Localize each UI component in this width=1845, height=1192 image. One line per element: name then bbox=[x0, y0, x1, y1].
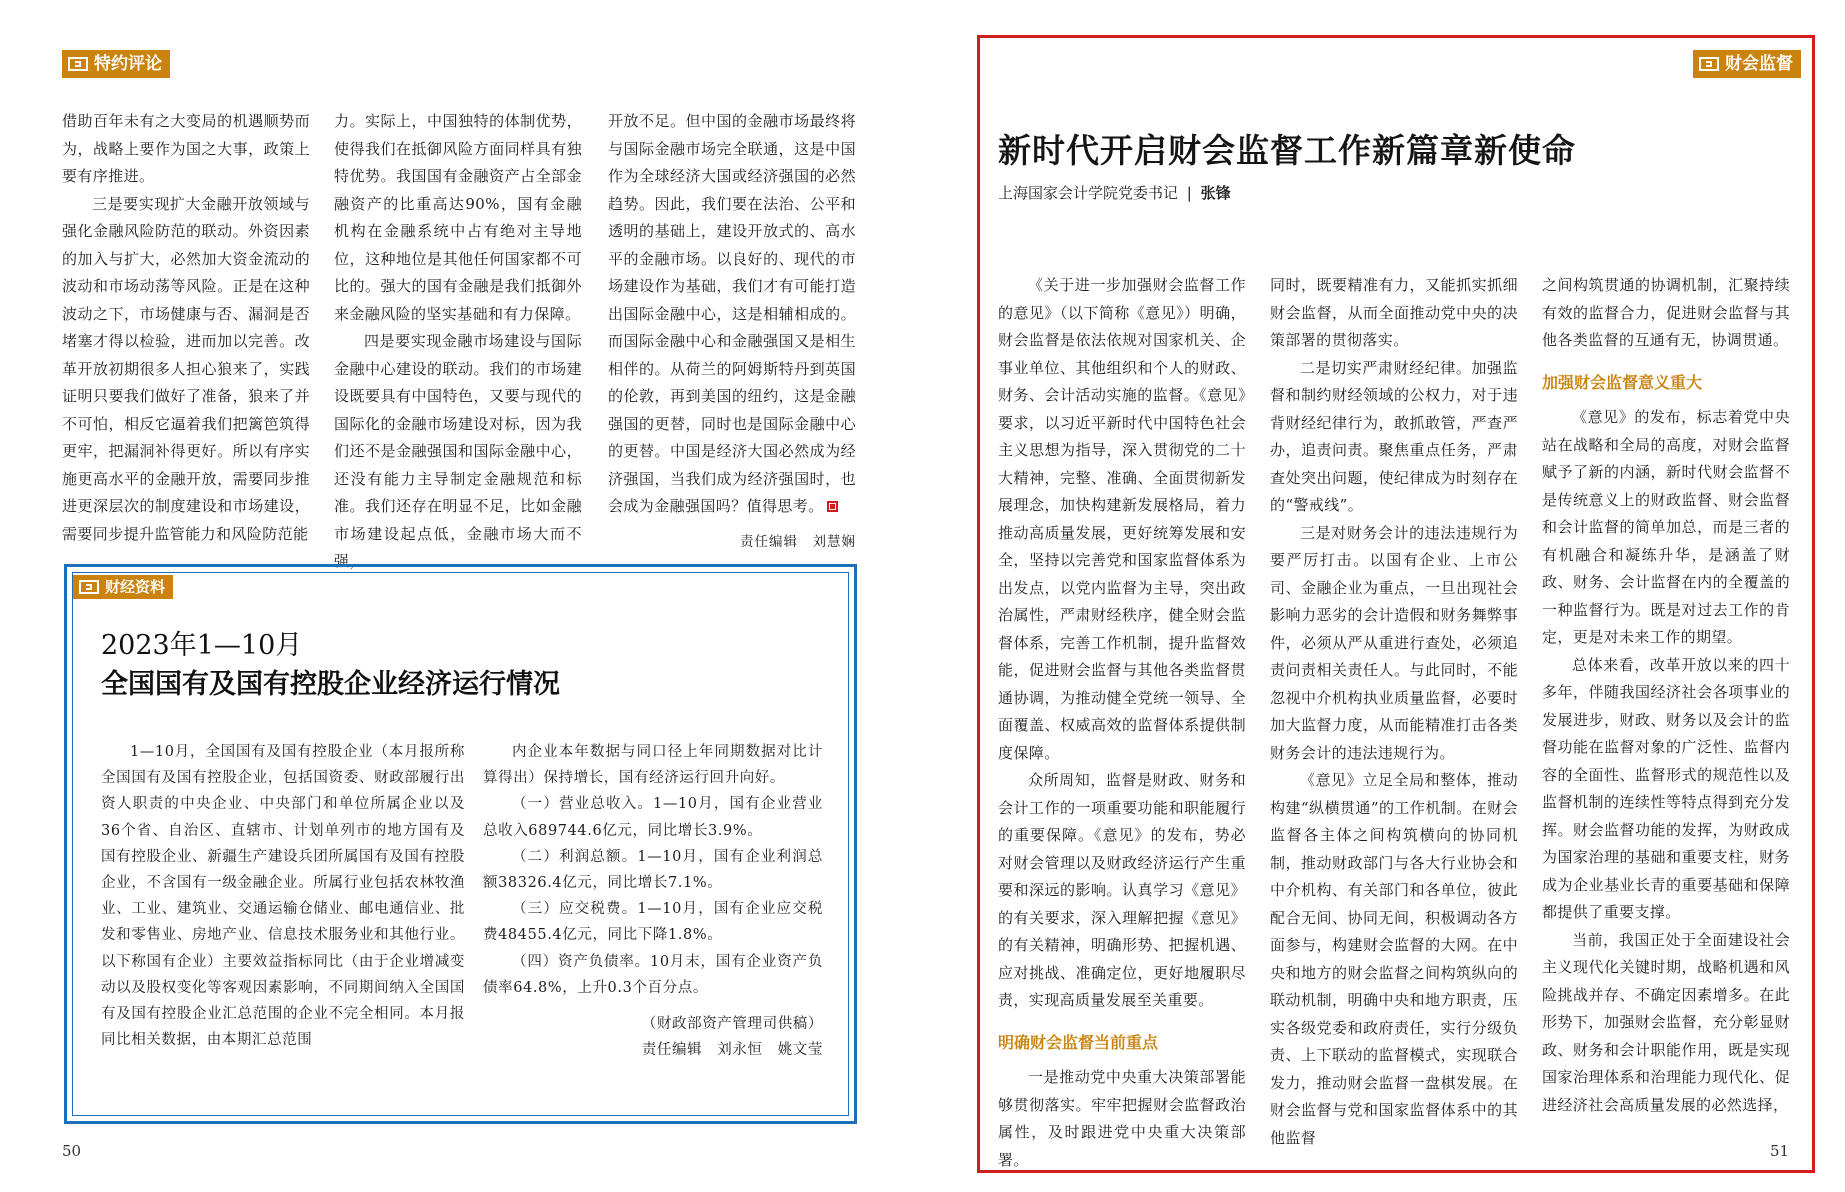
data-box-title-line1: 2023年1—10月 bbox=[101, 630, 303, 661]
left-article-column-3 bbox=[608, 108, 856, 521]
byline-organization: 上海国家会计学院党委书记 bbox=[998, 184, 1179, 202]
paragraph: 总体来看，改革开放以来的四十多年，伴随我国经济社会各项事业的发展进步，财政、财务以及会计的监督功能在监督对象的广泛性、监督内容的全面性、监督形式的规范性以及监督机制的连续性等特点得到充分发挥。财会监督功能的发挥，为财政成为国家治理的基础和重要支柱，财务成为企业基业长青的重要基础和保障都提供了重要支撑。 bbox=[1542, 655, 1790, 921]
page-number-left: 50 bbox=[62, 1142, 82, 1160]
paragraph: 一是推动党中央重大决策部署能够贯彻落实。牢牢把握财会监督政治属性，及时跟进党中央重大决策部署。 bbox=[998, 1068, 1246, 1169]
section-tag-label: 特约评论 bbox=[94, 54, 162, 74]
article-title: 新时代开启财会监督工作新篇章新使命 bbox=[998, 131, 1576, 170]
page-number-right: 51 bbox=[1770, 1142, 1790, 1160]
left-article-column-1 bbox=[62, 108, 310, 548]
section-tag-special-commentary bbox=[62, 50, 170, 78]
paragraph: （一）营业总收入。1—10月，国有企业营业总收入689744.6亿元，同比增长3.9%。 bbox=[483, 796, 823, 839]
paragraph: 之间构筑贯通的协调机制，汇聚持续有效的监督合力，促进财会监督与其他各类监督的互通有无，协调贯通。 bbox=[1542, 276, 1790, 349]
right-article-column-2 bbox=[1270, 272, 1518, 1152]
editor-credit: 责任编辑 刘慧娴 bbox=[740, 533, 856, 550]
paragraph: （四）资产负债率。10月末，国有企业资产负债率64.8%，上升0.3个百分点。 bbox=[483, 953, 823, 996]
byline-author: 张锋 bbox=[1200, 184, 1231, 202]
paragraph: 开放不足。但中国的金融市场最终将与国际金融市场完全联通，这是中国作为全球经济大国或经济强国的必然趋势。因此，我们要在法治、公平和透明的基础上，建设开放式的、高水平的金融市场。以良好的、现代的市场建设作为基础，我们才有可能打造出国际金融中心，这是相辅相成的。而国际金融中心和金融强国又是相生相伴的。从荷兰的阿姆斯特丹到英国的伦敦，再到美国的纽约，这是金融强国的更替，同时也是国际金融中心的更替。中国是经济大国必然成为经济强国，当我们成为经济强国时，也会成为金融强国吗？值得思考。 bbox=[608, 112, 856, 515]
section-tag-finance-data bbox=[73, 575, 173, 599]
right-article-column-3 bbox=[1542, 272, 1790, 1119]
article-byline bbox=[998, 182, 1231, 203]
magazine-logo-icon bbox=[1699, 57, 1719, 71]
data-box-column-2-wrap bbox=[483, 739, 823, 1063]
section-heading: 加强财会监督意义重大 bbox=[1542, 372, 1703, 392]
data-box-column-2 bbox=[483, 739, 823, 1001]
data-box-title bbox=[101, 627, 560, 705]
paragraph: 众所周知，监督是财政、财务和会计工作的一项重要功能和职能履行的重要保障。《意见》的发布，势必对财会管理以及财政经济运行产生重要和深远的影响。认真学习《意见》的有关要求，深入理解把握《意见》的有关精神，明确形势、把握机遇、应对挑战、准确定位，更好地履职尽责，实现高质量发展至关重要。 bbox=[998, 771, 1246, 1009]
paragraph: 四是要实现金融市场建设与国际金融中心建设的联动。我们的市场建设既要具有中国特色，又要与现代的国际化的金融市场建设对标，因为我们还不是金融强国和国际金融中心，还没有能力主导制定金融规范和标准。我们还存在明显不足，比如金融市场建设起点低，金融市场大而不强， bbox=[334, 332, 582, 570]
paragraph: 三是对财务会计的违法违规行为要严厉打击。以国有企业、上市公司、金融企业为重点，一旦出现社会影响力恶劣的会计造假和财务舞弊事件，必须从严从重进行查处，必须追责问责相关责任人。与此同时，不能忽视中介机构执业质量监督，必要时加大监督力度，从而能精准打击各类财务会计的违法违规行为。 bbox=[1270, 523, 1518, 762]
paragraph: 《意见》立足全局和整体，推动构建“纵横贯通”的工作机制。在财会监督各主体之间构筑横向的协同机制，推动财政部门与各大行业协会和中介机构、有关部门和各单位，彼此配合无间、协同无间，积极调动各方面参与，构建财会监督的大网。在中央和地方的财会监督之间构筑纵向的联动机制，明确中央和地方职责，压实各级党委和政府责任，实行分级负责、上下联动的监督模式，实现联合发力，推动财会监督一盘棋发展。在财会监督与党和国家监督体系中的其他监督 bbox=[1270, 771, 1518, 1147]
magazine-logo-icon bbox=[68, 57, 88, 71]
paragraph: 《关于进一步加强财会监督工作的意见》（以下简称《意见》）明确，财会监督是依法依规对国家机关、企事业单位、其他组织和个人的财政、财务、会计活动实施的监督。《意见》要求，以习近平新时代中国特色社会主义思想为指导，深入贯彻党的二十大精神，完整、准确、全面贯彻新发展理念，加快构建新发展格局，着力推动高质量发展，更好统筹发展和安全，坚持以完善党和国家监督体系为出发点，以党内监督为主导，突出政治属性，严肃财经秩序，健全财会监督体系，完善工作机制，提升监督效能，促进财会监督与其他各类监督贯通协调，为推动健全党统一领导、全面覆盖、权威高效的监督体系提供制度保障。 bbox=[998, 276, 1246, 762]
paragraph: （三）应交税费。1—10月，国有企业应交税费48455.4亿元，同比下降1.8%。 bbox=[483, 901, 823, 944]
data-box-title-line2: 全国国有及国有控股企业经济运行情况 bbox=[101, 669, 560, 700]
paragraph: 力。实际上，中国独特的体制优势，使得我们在抵御风险方面同样具有独特优势。我国国有金融资产占全部金融资产的比重高达90%，国有金融机构在金融系统中占有绝对主导地位，这种地位是其他任何国家都不可比的。强大的国有金融是我们抵御外来金融风险的坚实基础和有力保障。 bbox=[334, 112, 582, 323]
data-box-source: （财政部资产管理司供稿） bbox=[641, 1016, 823, 1033]
section-tag-financial-supervision bbox=[1693, 50, 1801, 78]
paragraph: 当前，我国正处于全面建设社会主义现代化关键时期，战略机遇和风险挑战并存、不确定因素增多。在此形势下，加强财会监督，充分彰显财政、财务和会计职能作用，既是实现国家治理体系和治理能力现代化、促进经济社会高质量发展的必然选择， bbox=[1542, 930, 1790, 1114]
byline-separator: | bbox=[1186, 184, 1192, 202]
paragraph: 同时，既要精准有力，又能抓实抓细财会监督，从而全面推动党中央的决策部署的贯彻落实。 bbox=[1270, 276, 1518, 349]
right-article-column-1 bbox=[998, 272, 1246, 1174]
section-heading: 明确财会监督当前重点 bbox=[998, 1032, 1159, 1052]
paragraph: 《意见》的发布，标志着党中央站在战略和全局的高度，对财会监督赋予了新的内涵，新时代财会监督不是传统意义上的财政监督、财会监督和会计监督的简单加总，而是三者的有机融合和凝练升华，是涵盖了财政、财务、会计监督在内的全覆盖的一种监督行为。既是对过去工作的肯定，更是对未来工作的期望。 bbox=[1542, 408, 1790, 646]
end-mark-icon bbox=[827, 501, 838, 512]
paragraph: 三是要实现扩大金融开放领域与强化金融风险防范的联动。外资因素的加入与扩大，必然加大资金流动的波动和市场动荡等风险。正是在这种波动之下，市场健康与否、漏洞是否堵塞才得以检验，进而加以完善。改革开放初期很多人担心狼来了，实践证明只要我们做好了准备，狼来了并不可怕，相反它逼着我们把篱笆筑得更牢，把漏洞补得更好。所以有序实施更高水平的金融开放，需要同步推进更深层次的制度建设和市场建设，需要同步提升监管能力和风险防范能 bbox=[62, 194, 310, 543]
paragraph: 内企业本年数据与同口径上年同期数据对比计算得出）保持增长，国有经济运行回升向好。 bbox=[483, 744, 823, 787]
paragraph: （二）利润总额。1—10月，国有企业利润总额38326.4亿元，同比增长7.1%。 bbox=[483, 848, 823, 892]
paragraph: 二是切实严肃财经纪律。加强监督和制约财经领域的公权力，对于违背财经纪律行为，敢抓敢管，严查严办，追责问责。聚焦重点任务，严肃查处突出问题，使纪律成为时刻存在的“警戒线”。 bbox=[1270, 358, 1518, 514]
paragraph: 借助百年未有之大变局的机遇顺势而为，战略上要作为国之大事，政策上要有序推进。 bbox=[62, 112, 310, 185]
section-tag-label: 财会监督 bbox=[1725, 54, 1793, 74]
paragraph: 1—10月，全国国有及国有控股企业（本月报所称全国国有及国有控股企业，包括国资委、财政部履行出资人职责的中央企业、中央部门和单位所属企业以及36个省、自治区、直辖市、计划单列市的地方国有及国有控股企业、新疆生产建设兵团所属国有及国有控股企业，不含国有一级金融企业。所属行业包括农林牧渔业、工业、建筑业、交通运输仓储业、邮电通信业、批发和零售业、房地产业、信息技术服务业和其他行业。以下称国有企业）主要效益指标同比（由于企业增减变动以及股权变化等客观因素影响，不同期间纳入全国国有及国有控股企业汇总范围的企业不完全相同。本月报同比相关数据，由本期汇总范围 bbox=[101, 744, 465, 1049]
magazine-logo-icon bbox=[79, 580, 99, 594]
data-box-editor-credit: 责任编辑 刘永恒 姚文莹 bbox=[641, 1042, 823, 1059]
data-box bbox=[64, 564, 857, 1124]
section-tag-label: 财经资料 bbox=[105, 578, 166, 596]
data-box-column-1 bbox=[101, 739, 465, 1053]
left-article-column-2 bbox=[334, 108, 582, 576]
left-article-column-3-wrap bbox=[608, 108, 856, 556]
